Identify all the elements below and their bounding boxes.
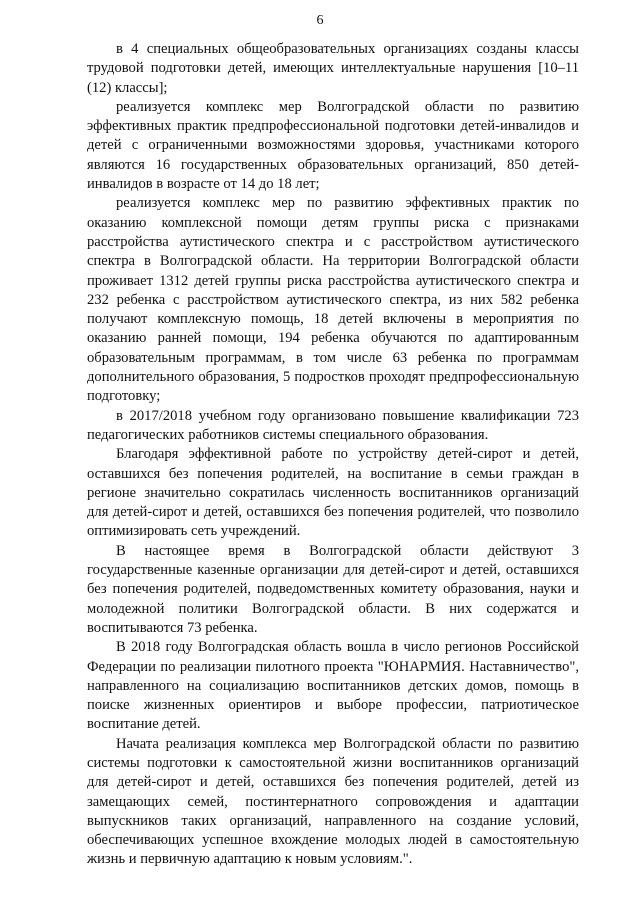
paragraph-orphan-placement: Благодаря эффективной работе по устройству детей-сирот и детей, оставшихся без попечения родителей, на воспитание в семьи граждан в регионе значительно сократилась численность воспитанников организаций для детей-сирот и детей, оставшихся без попечения родителей, что позволило оптимизировать сеть учреждений.: [87, 446, 579, 540]
paragraph-preprofessional-training: реализуется комплекс мер Волгоградской области по развитию эффективных практик предпрофессиональной подготовки детей-инвалидов и детей с ограниченными возможностями здоровья, участниками которого являются 16 государственных образовательных организаций, 850 детей-инвалидов в возрасте от 14 до 18 лет;: [87, 98, 579, 193]
page-number: 6: [316, 13, 324, 28]
paragraph-autism-support: реализуется комплекс мер по развитию эффективных практик по оказанию комплексной помощи детям группы риска с признаками расстройства аутистического спектра и с расстройством аутистического спектра в Волгоградской области. На территории Волгоградской области проживает 1312 детей группы риска расстройства аутистического спектра и 232 ребенка с расстройством аутистического спектра, из них 582 ребенка получают комплексную помощь, 18 детей включены в мероприятия по оказанию ранней помощи, 194 ребенка обучаются по адаптированным образовательным программам, в том числе 63 ребенка по программам дополнительного образования, 5 подростков проходят предпрофессиональную подготовку;: [87, 195, 579, 405]
paragraph-yunarmiya-project: В 2018 году Волгоградская область вошла в число регионов Российской Федерации по реализации пилотного проекта "ЮНАРМИЯ. Наставничество", направленного на социализацию воспитанников детских домов, помощь в поиске жизненных ориентиров и выборе профессии, патриотическое воспитание детей.: [87, 639, 579, 733]
paragraph-teacher-training: в 2017/2018 учебном году организовано повышение квалификации 723 педагогических работников системы специального образования.: [87, 407, 579, 443]
document-body: [87, 40, 579, 870]
paragraph-state-organizations: В настоящее время в Волгоградской области действуют 3 государственные казенные организации для детей-сирот и детей, оставшихся без попечения родителей, подведомственных комитету образования, науки и молодежной политики Волгоградской области. В них содержатся и воспитываются 73 ребенка.: [87, 542, 579, 636]
paragraph-independent-living: Начата реализация комплекса мер Волгоградской области по развитию системы подготовки к самостоятельной жизни воспитанников организаций для детей-сирот и детей, оставшихся без попечения родителей, детей из замещающих семей, постинтернатного сопровождения и адаптации выпускников таких организаций, направленного на создание условий, обеспечивающих успешное вхождение молодых людей в самостоятельную жизнь и первичную адаптацию к новым условиям.".: [87, 735, 579, 868]
paragraph-special-schools: в 4 специальных общеобразовательных организациях созданы классы трудовой подготовки детей, имеющих интеллектуальные нарушения [10–11 (12) классы];: [87, 41, 579, 96]
